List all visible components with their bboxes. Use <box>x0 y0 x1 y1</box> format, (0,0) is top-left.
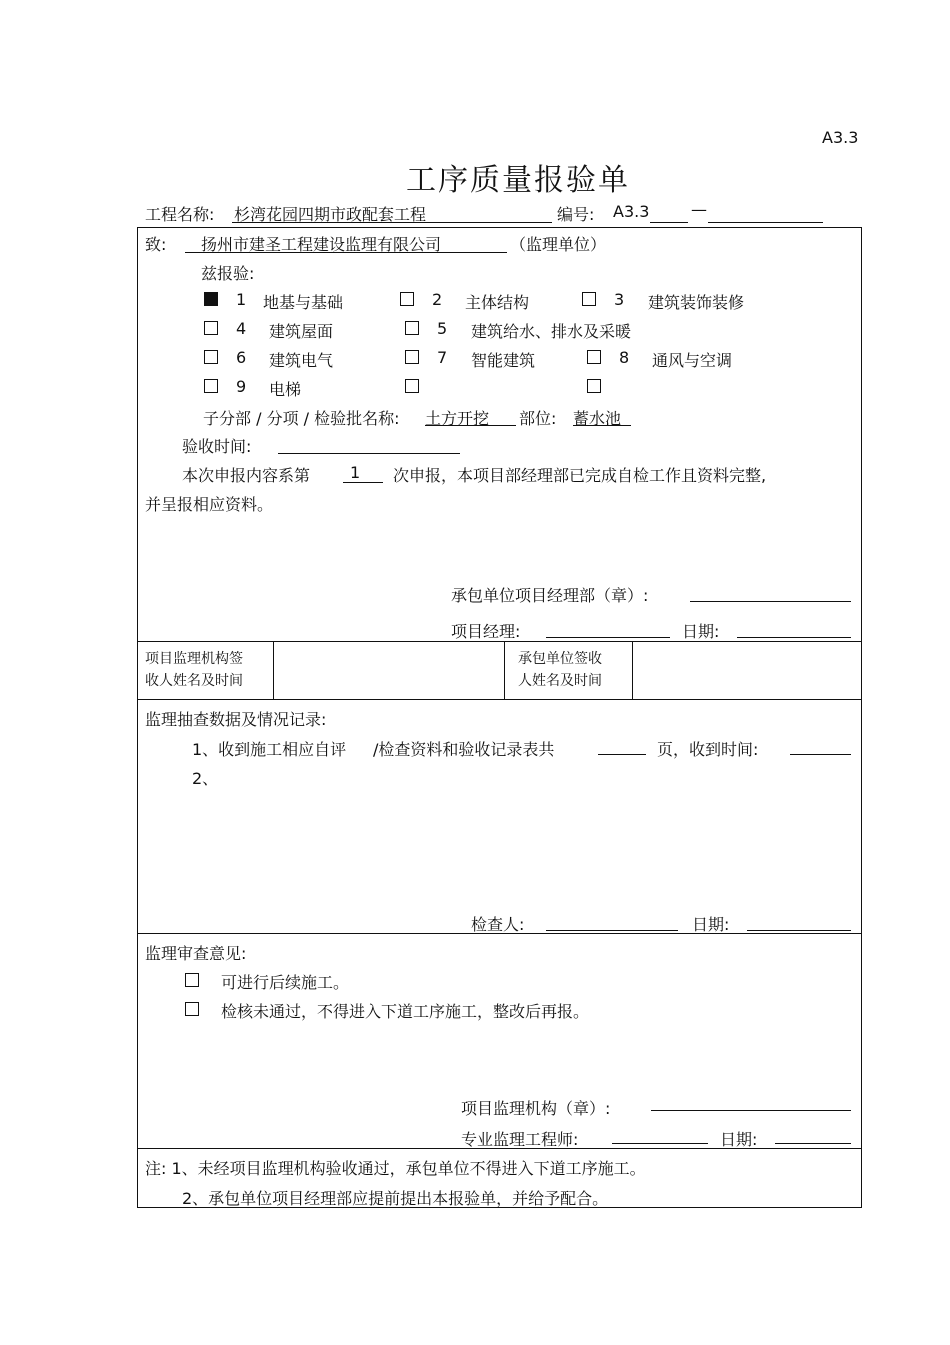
location-label: 部位: <box>519 409 557 428</box>
checkbox-9[interactable] <box>204 379 218 393</box>
review-title: 监理审查意见: <box>145 944 247 963</box>
checkbox-5[interactable] <box>405 321 419 335</box>
checkbox-7[interactable] <box>405 350 419 364</box>
option-6-num: 6 <box>236 348 247 367</box>
engineer-date-label: 日期: <box>720 1130 758 1149</box>
to-suffix: （监理单位） <box>510 235 607 254</box>
option-5-label: 建筑给水、排水及采暖 <box>471 322 632 341</box>
checkbox-3[interactable] <box>582 292 596 306</box>
review-opt2: 检核未通过，不得进入下道工序施工，整改后再报。 <box>221 1002 590 1021</box>
review-opt1: 可进行后续施工。 <box>221 973 350 992</box>
option-5-num: 5 <box>437 319 448 338</box>
option-8-label: 通风与空调 <box>652 351 733 370</box>
option-3-num: 3 <box>614 290 625 309</box>
checkbox-2[interactable] <box>400 292 414 306</box>
option-4-label: 建筑屋面 <box>269 322 334 341</box>
project-name: 杉湾花园四期市政配套工程 <box>234 205 427 224</box>
records-item1-b: /检查资料和验收记录表共 <box>373 740 555 759</box>
records-item1-a: 1、收到施工相应自评 <box>192 740 347 759</box>
note-1: 注: 1、未经项目监理机构验收通过，承包单位不得进入下道工序施工。 <box>145 1159 646 1178</box>
declare-line2: 并呈报相应资料。 <box>145 495 274 514</box>
contractor-sign-label-2: 人姓名及时间 <box>518 673 602 689</box>
option-7-label: 智能建筑 <box>471 351 536 370</box>
option-9-num: 9 <box>236 377 247 396</box>
location-value: 蓄水池 <box>573 409 622 428</box>
option-9-label: 电梯 <box>269 380 302 399</box>
pm-label: 项目经理: <box>451 622 521 641</box>
org-seal-label: 项目监理机构（章）: <box>461 1099 611 1118</box>
option-7-num: 7 <box>437 348 448 367</box>
option-2-label: 主体结构 <box>465 293 530 312</box>
number-dash: — <box>691 200 707 219</box>
declare-prefix: 本次申报内容系第 <box>182 466 311 485</box>
inspect-label: 兹报验: <box>201 264 255 283</box>
inspector-label: 检查人: <box>471 915 525 934</box>
option-3-label: 建筑装饰装修 <box>648 293 745 312</box>
number-label: 编号: <box>557 205 595 224</box>
pm-date-label: 日期: <box>682 622 720 641</box>
inspector-date-label: 日期: <box>692 915 730 934</box>
project-label: 工程名称: <box>145 205 215 224</box>
option-6-label: 建筑电气 <box>269 351 334 370</box>
declare-count: 1 <box>350 463 361 482</box>
checkbox-1[interactable] <box>204 292 218 306</box>
number-value: A3.3 <box>613 202 650 221</box>
contractor-seal-label: 承包单位项目经理部（章）: <box>451 586 649 605</box>
supervisor-sign-label-1: 项目监理机构签 <box>145 651 243 667</box>
records-title: 监理抽查数据及情况记录: <box>145 710 327 729</box>
option-8-num: 8 <box>619 348 630 367</box>
option-1-label: 地基与基础 <box>263 293 344 312</box>
accept-time-label: 验收时间: <box>182 437 252 456</box>
to-org: 扬州市建圣工程建设监理有限公司 <box>201 235 442 254</box>
option-4-num: 4 <box>236 319 247 338</box>
page-title: 工序质量报验单 <box>406 163 630 198</box>
review-checkbox-2[interactable] <box>185 1002 199 1016</box>
engineer-label: 专业监理工程师: <box>461 1130 579 1149</box>
option-1-num: 1 <box>236 290 247 309</box>
checkbox-4[interactable] <box>204 321 218 335</box>
review-checkbox-1[interactable] <box>185 973 199 987</box>
checkbox-10[interactable] <box>405 379 419 393</box>
sub-value: 土方开挖 <box>425 409 490 428</box>
contractor-sign-label-1: 承包单位签收 <box>518 651 602 667</box>
option-2-num: 2 <box>432 290 443 309</box>
records-item1-c: 页，收到时间: <box>657 740 759 759</box>
note-2: 2、承包单位项目经理部应提前提出本报验单，并给予配合。 <box>182 1189 609 1208</box>
declare-suffix: 次申报，本项目部经理部已完成自检工作且资料完整, <box>393 466 767 485</box>
checkbox-11[interactable] <box>587 379 601 393</box>
checkbox-8[interactable] <box>587 350 601 364</box>
supervisor-sign-label-2: 收人姓名及时间 <box>145 673 243 689</box>
sub-label: 子分部 / 分项 / 检验批名称: <box>203 409 400 428</box>
checkbox-6[interactable] <box>204 350 218 364</box>
to-label: 致: <box>145 235 167 254</box>
form-code: A3.3 <box>822 128 859 147</box>
records-item2: 2、 <box>192 769 219 788</box>
